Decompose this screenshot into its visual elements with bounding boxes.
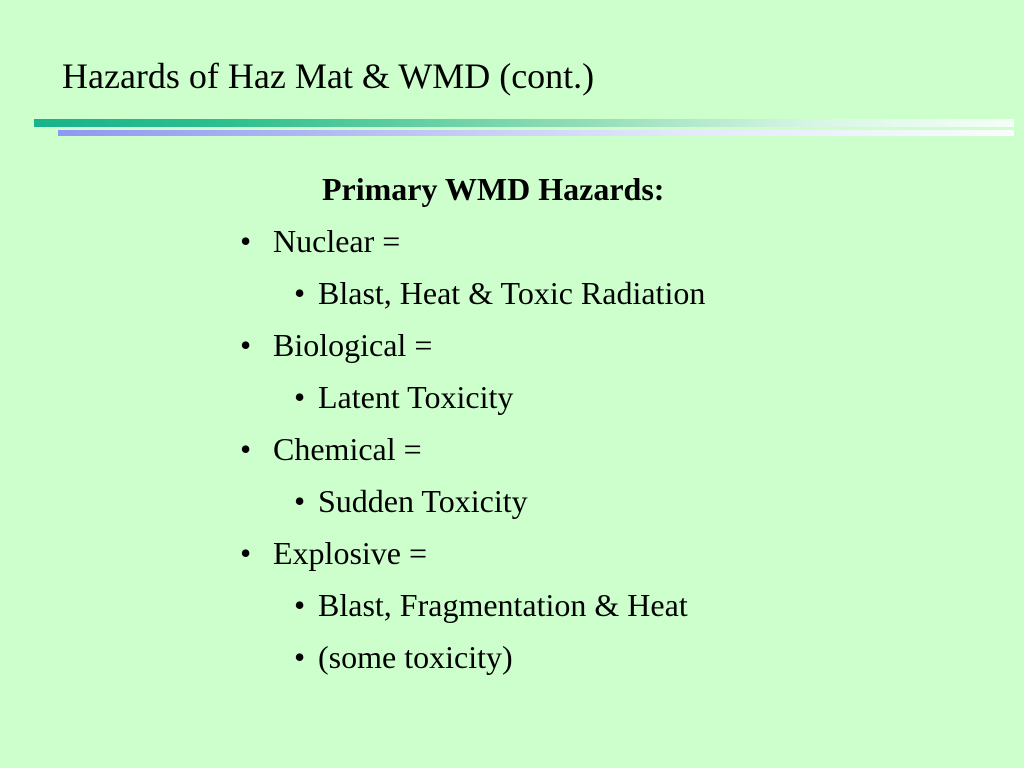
list-item-explosive — [240, 532, 427, 574]
sub-item-biological-effects — [294, 376, 513, 418]
bullet-icon: • — [240, 431, 252, 467]
title-underline-primary — [34, 119, 1014, 127]
sub-item-explosive-toxicity — [294, 636, 513, 678]
slide-title: Hazards of Haz Mat & WMD (cont.) — [62, 56, 595, 96]
sub-item-label: Blast, Fragmentation & Heat — [318, 587, 688, 623]
bullet-icon: • — [294, 639, 306, 675]
sub-item-label: Blast, Heat & Toxic Radiation — [318, 275, 706, 311]
title-underline-secondary — [58, 130, 1014, 136]
bullet-icon: • — [240, 535, 252, 571]
list-item-biological — [240, 324, 432, 366]
list-item-chemical — [240, 428, 422, 470]
list-item-label: Chemical = — [273, 431, 422, 467]
bullet-icon: • — [294, 379, 306, 415]
list-item-label: Biological = — [273, 327, 433, 363]
sub-item-label: Latent Toxicity — [318, 379, 514, 415]
bullet-icon: • — [294, 483, 306, 519]
list-item-label: Explosive = — [273, 535, 428, 571]
bullet-icon: • — [240, 327, 252, 363]
sub-item-explosive-effects — [294, 584, 688, 626]
bullet-icon: • — [294, 275, 306, 311]
sub-item-nuclear-effects — [294, 272, 705, 314]
sub-item-label: Sudden Toxicity — [318, 483, 528, 519]
content-heading: Primary WMD Hazards: — [322, 171, 665, 207]
list-item-nuclear — [240, 220, 400, 262]
sub-item-chemical-effects — [294, 480, 528, 522]
sub-item-label: (some toxicity) — [318, 639, 513, 675]
bullet-icon: • — [240, 223, 252, 259]
list-item-label: Nuclear = — [273, 223, 401, 259]
bullet-icon: • — [294, 587, 306, 623]
